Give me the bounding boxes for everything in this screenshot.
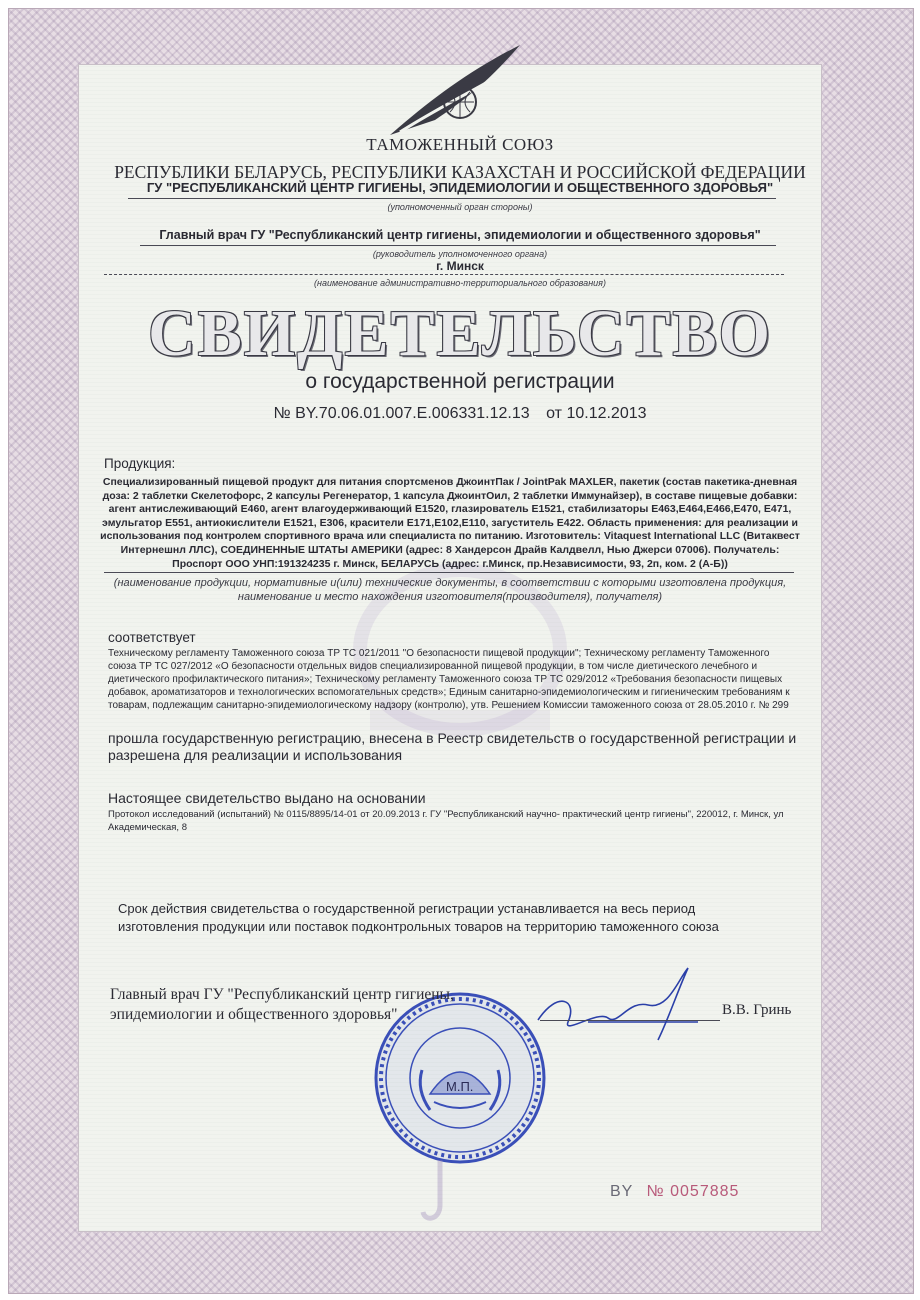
registration-number: № BY.70.06.01.007.E.006331.12.13 xyxy=(273,405,530,422)
product-caption: (наименование продукции, нормативные и(или) технические документы, в соответствии с которыми изготовлена продукция, наименование и место нахождения изготовителя(производителя), получателя) xyxy=(113,577,787,603)
basis-text: Протокол исследований (испытаний) № 0115/8895/14-01 от 20.09.2013 г. ГУ "Республиканский научно- практический центр гигиены", 220012, г. Минск, ул Академическая, 8 xyxy=(108,809,784,833)
head-doctor: Главный врач ГУ "Республиканский центр гигиены, эпидемиологии и общественного здоровья" xyxy=(159,228,761,242)
certificate-subtitle: о государственной регистрации xyxy=(305,370,615,393)
serial-prefix: BY xyxy=(610,1183,634,1200)
authority-caption: (уполномоченный орган стороны) xyxy=(387,202,533,212)
product-label: Продукция: xyxy=(104,456,176,471)
head-underline xyxy=(140,245,776,246)
certificate-title: СВИДЕТЕЛЬСТВО xyxy=(148,297,772,370)
signature xyxy=(528,960,698,1050)
basis-label: Настоящее свидетельство выдано на основании xyxy=(108,790,426,806)
product-underline xyxy=(104,572,794,573)
product-description: Специализированный пищевой продукт для питания спортсменов ДжоинтПак / JointPak MAXLER, пакетик (состав пакетика-дневная доза: 2 таблетки Скелетофорс, 2 капсулы Регенератор, 1 капсула ДжоинтОил, 2 таблетки Иммунайзер), в составе пищевые добавки: агент антислеживающий E460, агент влагоудерживающий E1520, глазирователь E1521, стабилизаторы E463,E464,E466,E470, E471, эмульгатор E551, антиокислители E1521, E306, красители E171,E102,E110, загуститель E422. Область применения: для реализации и использования под контролем спортивного врача или специалиста по питанию. Изготовитель: Vitaquest International LLC (Витаквест Интернешнл ЛЛС), СОЕДИНЕННЫЕ ШТАТЫ АМЕРИКИ (адрес: 8 Хандерсон Драйв Калдвелл, Нью Джерси 07006). Получатель: Проспорт ООО УНП:191324235 г. Минск, БЕЛАРУСЬ (адрес: г.Минск, пр.Независимости, 93, 2п, ком. 2 (А-Б)) xyxy=(100,476,800,570)
city-underline xyxy=(104,274,784,275)
registration-date: от 10.12.2013 xyxy=(546,405,647,422)
registration-statement: прошла государственную регистрацию, внесена в Реестр свидетельств о государственной регистрации и разрешена для реализации и использования xyxy=(108,730,797,763)
signature-line xyxy=(540,1020,720,1021)
registration-number-line xyxy=(0,405,920,423)
union-title: ТАМОЖЕННЫЙ СОЮЗ xyxy=(366,135,554,154)
signatory-name: В.В. Гринь xyxy=(722,1002,792,1018)
authority-underline xyxy=(128,198,776,199)
customs-union-logo-icon xyxy=(380,40,530,145)
signatory-position: Главный врач ГУ "Республиканский центр гигиены, эпидемиологии и общественного здоровья" xyxy=(110,986,454,1023)
serial-value: № 0057885 xyxy=(646,1183,740,1200)
validity-text: Срок действия свидетельства о государственной регистрации устанавливается на весь период изготовления продукции или поставок подконтрольных товаров на территорию таможенного союза xyxy=(118,901,719,934)
head-caption: (руководитель уполномоченного органа) xyxy=(372,249,548,259)
conformity-text: Техническому регламенту Таможенного союза ТР ТС 021/2011 "О безопасности пищевой продукции"; Техническому регламенту Таможенного союза ТР ТС 027/2012 «О безопасности отдельных видов специализированной пищевой продукции, в том числе диетического лечебного и диетического профилактического питания»; Техническому регламенту Таможенного союза ТР ТС 029/2012 «Требования безопасности пищевых добавок, ароматизаторов и технологических вспомогательных средств»; Единым санитарно-эпидемиологическим и гигиеническим требованиям к товарам, подлежащим санитарно-эпидемиологическому надзору (контролю), утв. Решением Комиссии таможенного союза от 28.05.2010 г. № 299 xyxy=(108,648,790,711)
stamp-mark: М.П. xyxy=(446,1079,474,1094)
union-countries: РЕСПУБЛИКИ БЕЛАРУСЬ, РЕСПУБЛИКИ КАЗАХСТАН И РОССИЙСКОЙ ФЕДЕРАЦИИ xyxy=(114,162,806,182)
watermark-hook-icon xyxy=(415,1160,465,1230)
conformity-label: соответствует xyxy=(108,630,196,645)
serial-number xyxy=(610,1183,739,1201)
city-caption: (наименование административно-территориального образования) xyxy=(314,278,606,288)
city-name: г. Минск xyxy=(436,259,484,273)
authority-name: ГУ "РЕСПУБЛИКАНСКИЙ ЦЕНТР ГИГИЕНЫ, ЭПИДЕМИОЛОГИИ И ОБЩЕСТВЕННОГО ЗДОРОВЬЯ" xyxy=(146,180,774,195)
